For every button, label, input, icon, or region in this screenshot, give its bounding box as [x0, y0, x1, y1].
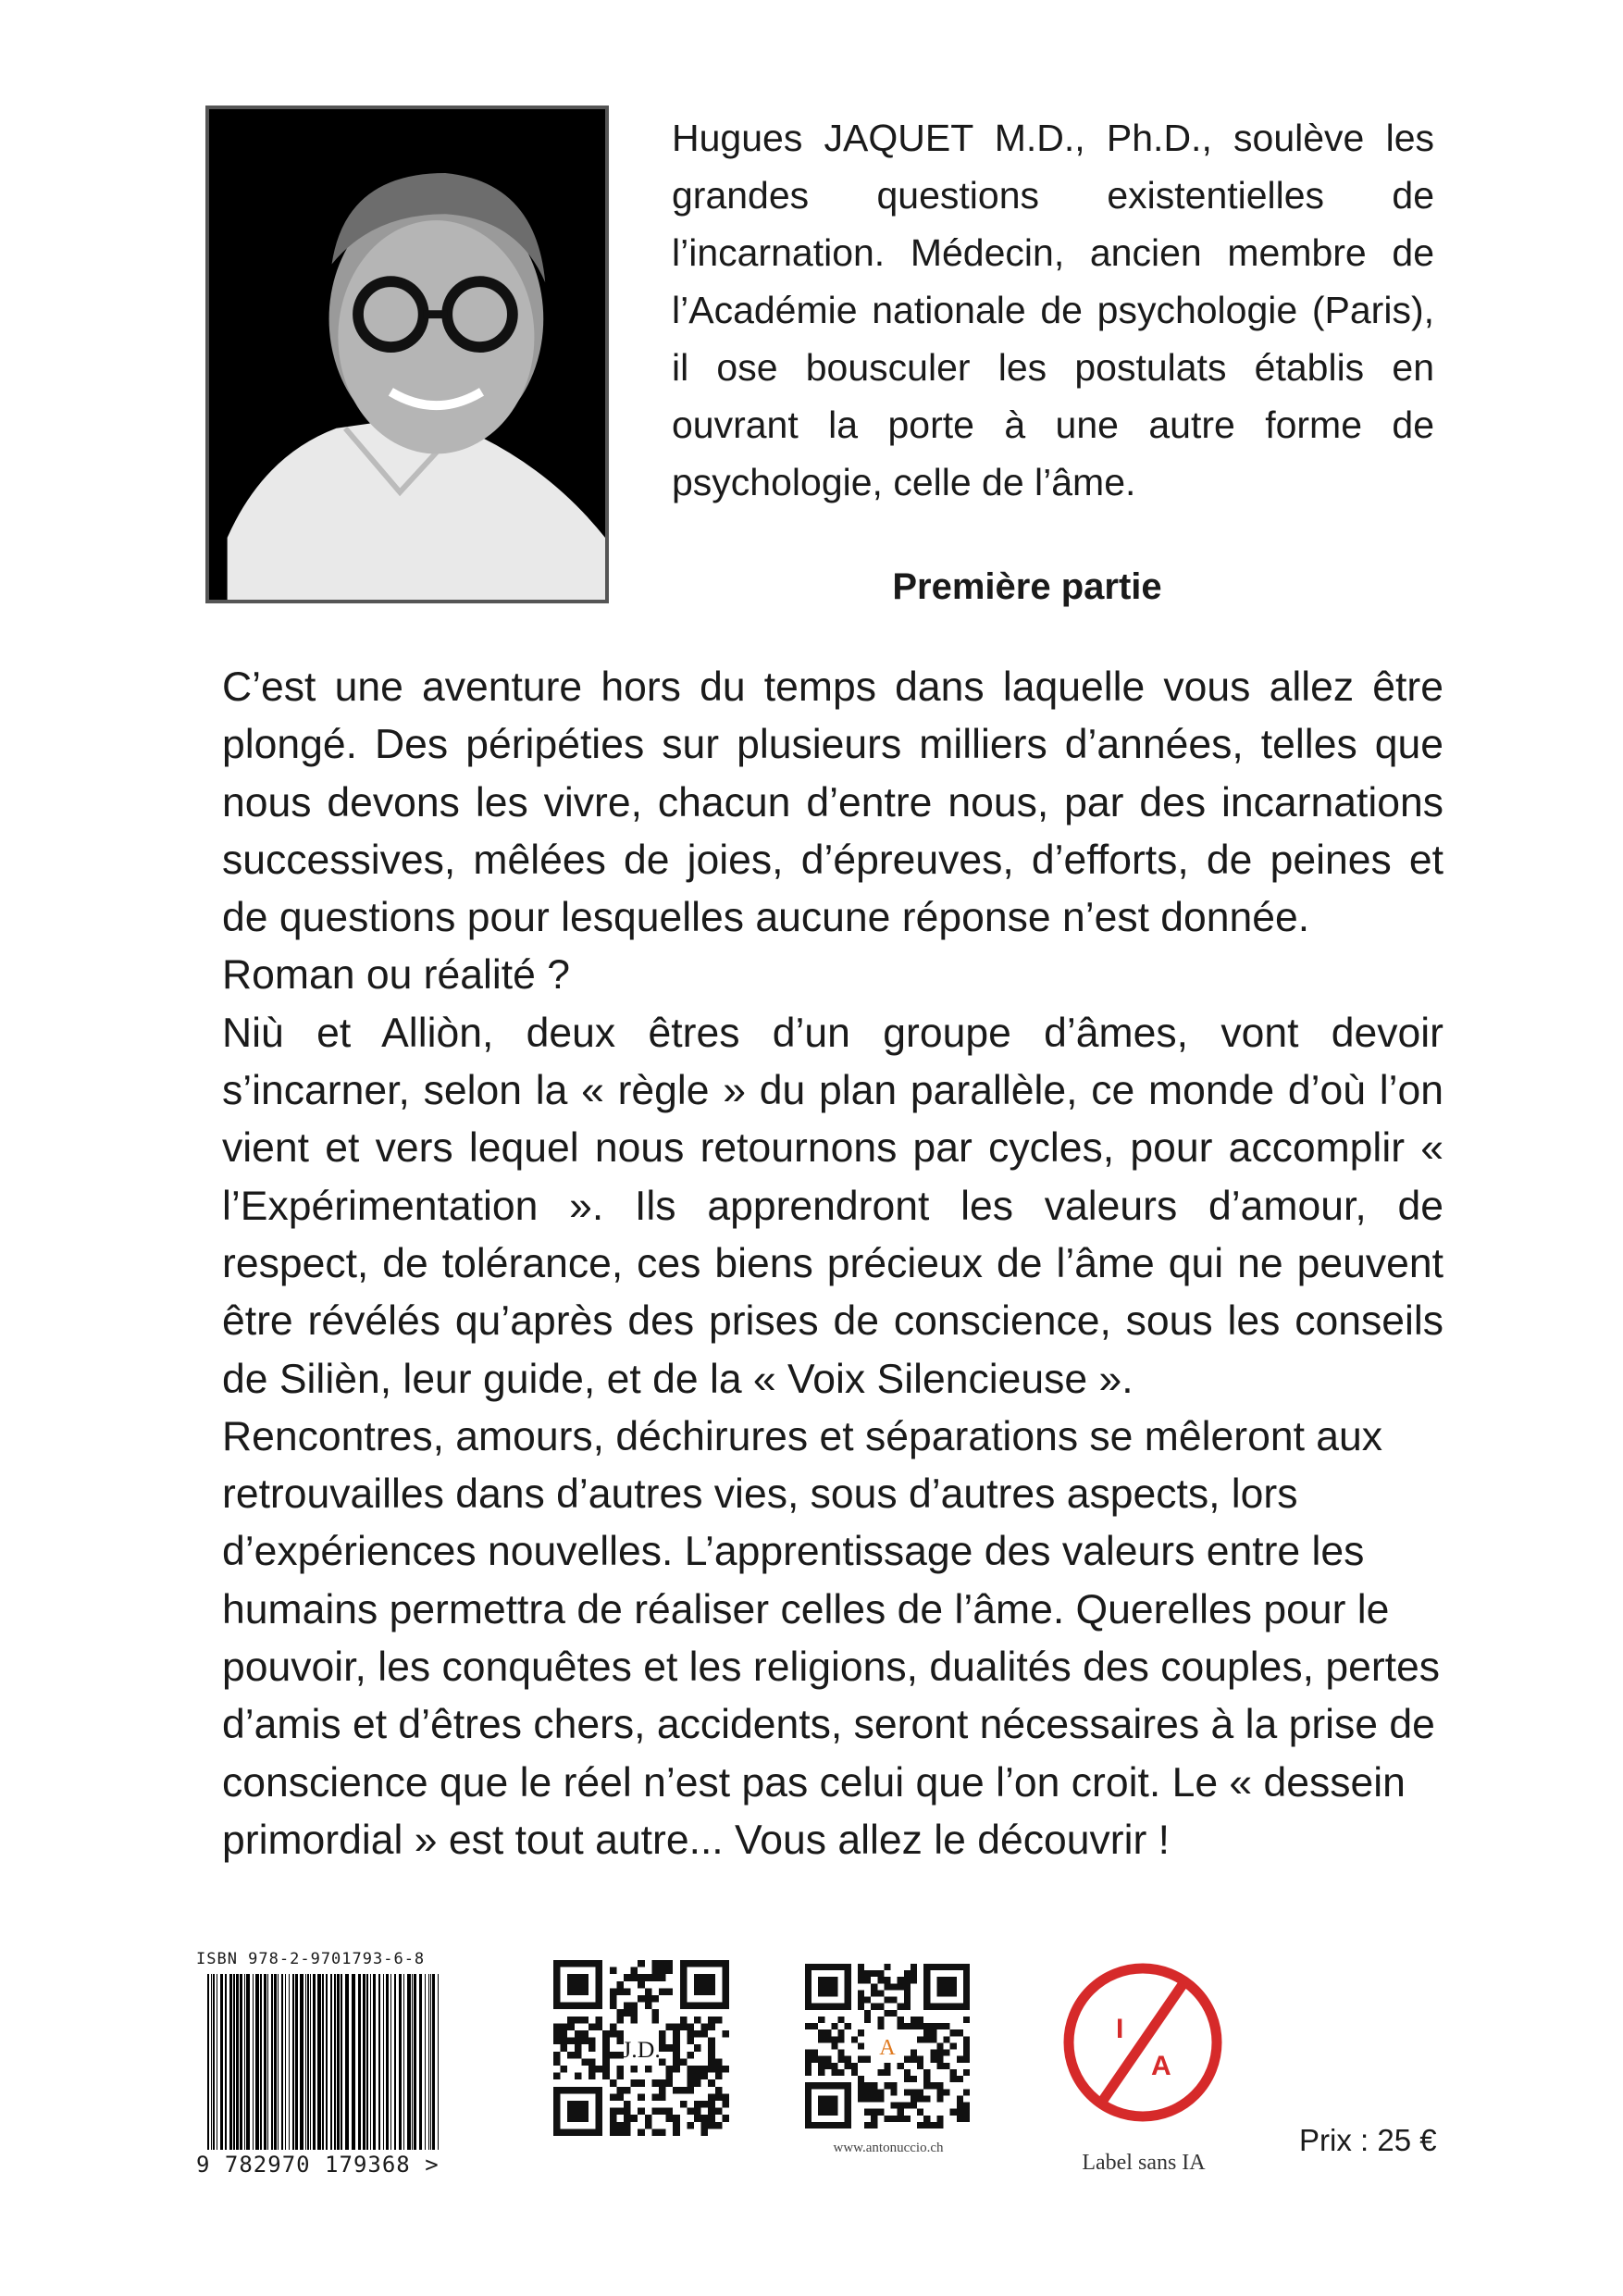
barcode-bar [366, 1974, 368, 2150]
barcode-bar [289, 1974, 290, 2150]
barcode-bar [403, 1974, 404, 2150]
summary-paragraph: Roman ou réalité ? [222, 952, 570, 999]
barcode-bar [326, 1974, 328, 2150]
barcode-bar [244, 1974, 245, 2150]
qr-finder-pattern [567, 2101, 588, 2122]
barcode-bar [394, 1974, 396, 2150]
barcode-bar [213, 1974, 215, 2150]
author-bio: Hugues JAQUET M.D., Ph.D., soulève les grandes questions existentielles de l’incarnation. Médecin, ancien membre de l’Académie nationale de psychologie (Paris), il ose bousculer les postulats établis en ouvrant la porte à une autre forme de psychologie, celle de l’âme. [672, 117, 1434, 503]
isbn-digits: 9 782970 179368 > [196, 2152, 440, 2178]
barcode-bar [313, 1974, 316, 2150]
barcode-bar [260, 1974, 262, 2150]
barcode-bar [430, 1974, 431, 2150]
barcode-bar [358, 1974, 361, 2150]
barcode-bar [425, 1974, 426, 2150]
barcode-bar [390, 1974, 391, 2150]
barcode-bar [281, 1974, 283, 2150]
barcode-bar [363, 1974, 365, 2150]
barcode-bar [220, 1974, 223, 2150]
barcode-bar [412, 1974, 413, 2150]
barcode-bar [345, 1974, 349, 2150]
qr-logo: J.D. [622, 2035, 661, 2063]
barcode-bar [428, 1974, 429, 2150]
barcode-bar [322, 1974, 324, 2150]
barcode-bar [295, 1974, 298, 2150]
barcode-bar [267, 1974, 268, 2150]
qr-finder-pattern [694, 1974, 715, 1995]
barcode-bar [438, 1974, 439, 2150]
barcode-icon [207, 1974, 439, 2150]
qr-finder-pattern [936, 1977, 956, 1996]
qr-finder-pattern [818, 1977, 837, 1996]
barcode-bar [246, 1974, 250, 2150]
barcode-bar [337, 1974, 340, 2150]
barcode-bar [278, 1974, 279, 2150]
qr-logo: A [879, 2035, 896, 2061]
qr-finder-pattern [818, 2095, 837, 2115]
barcode-bar [211, 1974, 212, 2150]
barcode-bar [341, 1974, 342, 2150]
author-photo [205, 105, 609, 603]
summary-paragraph: C’est une aventure hors du temps dans laquelle vous allez être plongé. Des péripéties sur plusieurs milliers d’années, telles que nous devons les vivre, chacun d’entre nous, par des incarnations successives, mêlées de joies, d’épreuves, d’efforts, de peines et de questions pour lesquelles aucune réponse n’est donnée. [222, 664, 1443, 941]
barcode-bar [300, 1974, 304, 2150]
qr-code-icon[interactable] [553, 1960, 729, 2136]
barcode-bar [236, 1974, 239, 2150]
barcode-bar [378, 1974, 380, 2150]
barcode-bar [307, 1974, 309, 2150]
barcode-bar [310, 1974, 311, 2150]
barcode-bar [352, 1974, 355, 2150]
section-title: Première partie [892, 566, 1162, 607]
price: Prix : 25 € [1299, 2123, 1437, 2157]
barcode-bar [317, 1974, 321, 2150]
isbn-label: ISBN 978-2-9701793-6-8 [196, 1950, 426, 1968]
barcode-bar [305, 1974, 306, 2150]
qr-finder-pattern [567, 1974, 588, 1995]
svg-text:A: A [1151, 2051, 1171, 2081]
barcode-bar [292, 1974, 294, 2150]
barcode-bar [264, 1974, 266, 2150]
summary-paragraph: Niù et Alliòn, deux êtres d’un groupe d’âmes, vont devoir s’incarner, selon la « règle » du plan parallèle, ce monde d’où l’on vient et vers lequel nous retournons par cycles, pour accomplir « l’Expérimentation ». Ils apprendront les valeurs d’amour, de respect, de tolérance, ces biens précieux de l’âme qui ne peuvent être révélés qu’après des prises de conscience, sous les conseils de Silièn, leur guide, et de la « Voix Silencieuse ». [222, 1010, 1443, 1402]
barcode-bar [240, 1974, 242, 2150]
barcode-bar [386, 1974, 389, 2150]
barcode-bar [383, 1974, 384, 2150]
no-ai-icon [1060, 1960, 1225, 2125]
barcode-bar [255, 1974, 259, 2150]
barcode-bar [225, 1974, 227, 2150]
website-url: www.antonuccio.ch [833, 2141, 944, 2155]
barcode-bar [233, 1974, 235, 2150]
svg-text:I: I [1116, 2014, 1124, 2044]
summary-text [222, 659, 1443, 1869]
qr-code-icon[interactable] [805, 1964, 970, 2128]
barcode-bar [253, 1974, 254, 2150]
author-portrait-icon [209, 109, 605, 600]
barcode-bar [373, 1974, 376, 2150]
barcode-bar [407, 1974, 411, 2150]
barcode-bar [229, 1974, 232, 2150]
summary-paragraph: Rencontres, amours, déchirures et séparations se mêleront aux retrouvailles dans d’autres vies, sous d’autres aspects, lors d’expériences nouvelles. L’apprentissage des valeurs entre les humains permettra de réaliser celles de l’âme. Querelles pour le pouvoir, les conquêtes et les religions, dualités des couples, pertes d’amis et d’êtres chers, accidents, seront nécessaires à la prise de conscience que le réel n’est pas celui que l’on croit. Le « dessein primordial » est tout autre... Vous allez le découvrir ! [222, 1413, 1441, 1863]
barcode-bar [399, 1974, 402, 2150]
isbn-block [196, 1950, 465, 2178]
barcode-bar [330, 1974, 332, 2150]
barcode-bar [432, 1974, 435, 2150]
barcode-bar [274, 1974, 277, 2150]
barcode-bar [414, 1974, 416, 2150]
barcode-bar [370, 1974, 371, 2150]
barcode-bar [271, 1974, 273, 2150]
barcode-bar [334, 1974, 336, 2150]
barcode-bar [419, 1974, 422, 2150]
label-sans-ia: Label sans IA [1082, 2151, 1206, 2175]
barcode-bar [207, 1974, 209, 2150]
barcode-bar [285, 1974, 286, 2150]
